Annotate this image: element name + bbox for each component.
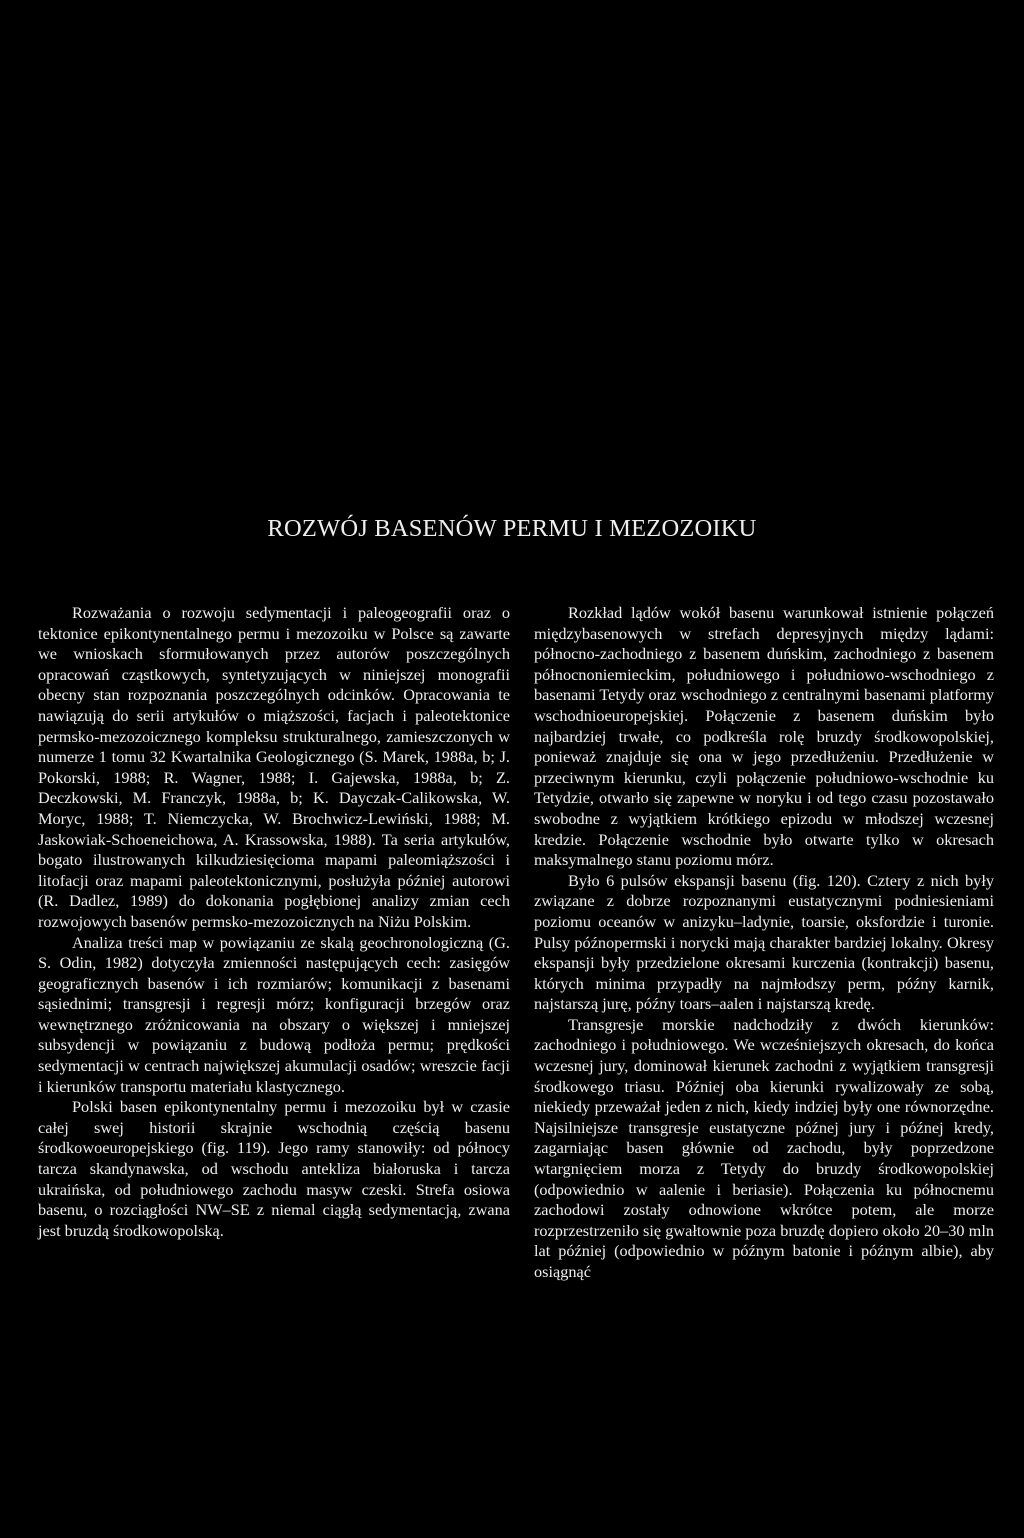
paragraph: Analiza treści map w powiązaniu ze skalą geochronologiczną (G. S. Odin, 1982) dotyczyła zmienności następujących cech: zasięgów geograficznych basenów i ich rozmiarów; komunikacji z basenami sąsiednimi; transgresji i regresji mórz; konfiguracji brzegów oraz wewnętrznego zróżnicowania na obszary o większej i mniejszej subsydencji w powiązaniu z budową podłoża permu; prędkości sedymentacji w centrach największej akumulacji osadów; wreszcie facji i kierunków transportu materiału klastycznego. [38, 932, 510, 1096]
paragraph: Polski basen epikontynentalny permu i mezozoiku był w czasie całej swej historii skrajnie wschodnią częścią basenu środkowoeuropejskiego (fig. 119). Jego ramy stanowiły: od północy tarcza skandynawska, od wschodu antekliza białoruska i tarcza ukraińska, od południowego zachodu masyw czeski. Strefa osiowa basenu, o rozciągłości NW–SE z niemal ciągłą sedymentacją, zwana jest bruzdą środkowopolską. [38, 1097, 510, 1240]
paragraph: Rozważania o rozwoju sedymentacji i paleogeografii oraz o tektonice epikontynentalnego permu i mezozoiku w Polsce są zawarte we wnioskach sformułowanych przez autorów poszczególnych opracowań cząstkowych, syntetyzujących w niniejszej monografii obecny stan rozpoznania poszczególnych odcinków. Opracowania te nawiązują do serii artykułów o miąższości, facjach i paleotektonice permsko-mezozoicznego kompleksu strukturalnego, zamieszczonych w numerze 1 tomu 32 Kwartalnika Geologicznego (S. Marek, 1988a, b; J. Pokorski, 1988; R. Wagner, 1988; I. Gajewska, 1988a, b; Z. Deczkowski, M. Franczyk, 1988a, b; K. Dayczak-Calikowska, W. Moryc, 1988; T. Niemczycka, W. Brochwicz-Lewiński, 1988; M. Jaskowiak-Schoeneichowa, A. Krassowska, 1988). Ta seria artykułów, bogato ilustrowanych kilkudziesięcioma mapami paleomiąższości i litofacji oraz mapami paleotektonicznymi, posłużyła później autorowi (R. Dadlez, 1989) do dokonania pogłębionej analizy zmian cech rozwojowych basenów permsko-mezozoicznych na Niżu Polskim. [38, 603, 510, 931]
left-column [38, 603, 510, 1241]
right-column [534, 603, 994, 1283]
paragraph: Rozkład lądów wokół basenu warunkował istnienie połączeń międzybasenowych w strefach depresyjnych między lądami: północno-zachodniego z basenem duńskim, zachodniego z basenem północnoniemieckim, południowego i południowo-wschodniego z basenami Tetydy oraz wschodniego z centralnymi basenami platformy wschodnioeuropejskiej. Połączenie z basenem duńskim było najbardziej trwałe, co podkreśla rolę bruzdy środkowopolskiej, ponieważ znajduje się ona w jego przedłużeniu. Przedłużenie w przeciwnym kierunku, czyli połączenie południowo-wschodnie ku Tetydzie, otwarło się zapewne w noryku i od tego czasu pozostawało swobodne z wyjątkiem krótkiego epizodu w młodszej wczesnej kredzie. Połączenie wschodnie było otwarte tylko w okresach maksymalnego stanu poziomu mórz. [534, 603, 994, 870]
page-title: ROZWÓJ BASENÓW PERMU I MEZOZOIKU [267, 515, 757, 542]
paragraph: Transgresje morskie nadchodziły z dwóch kierunków: zachodniego i południowego. We wcześniejszych okresach, do końca wczesnej jury, dominował kierunek zachodni z wyjątkiem transgresji środkowego triasu. Później oba kierunki rywalizowały ze sobą, niekiedy przeważał jeden z nich, kiedy indziej były one równorzędne. Najsilniejsze transgresje eustatyczne późnej jury i późnej kredy, zagarniając basen głównie od zachodu, były poprzedzone wtargnięciem morza z Tetydy do bruzdy środkowopolskiej (odpowiednio w aalenie i beriasie). Połączenia ku północnemu zachodowi zostały odnowione wkrótce potem, ale morze rozprzestrzeniło się gwałtownie poza bruzdę dopiero około 20–30 mln lat później (odpowiednio w późnym batonie i późnym albie), aby osiągnąć [534, 1014, 994, 1281]
paragraph: Było 6 pulsów ekspansji basenu (fig. 120). Cztery z nich były związane z dobrze rozpoznanymi eustatycznymi podniesieniami poziomu oceanów w anizyku–ladynie, toarsie, oksfordzie i turonie. Pulsy późnopermski i norycki mają charakter bardziej lokalny. Okresy ekspansji były przedzielone okresami kurczenia (kontrakcji) basenu, których minima przypadły na najmłodszy perm, późny karnik, najstarszą jurę, późny toars–aalen i najstarszą kredę. [534, 870, 994, 1014]
